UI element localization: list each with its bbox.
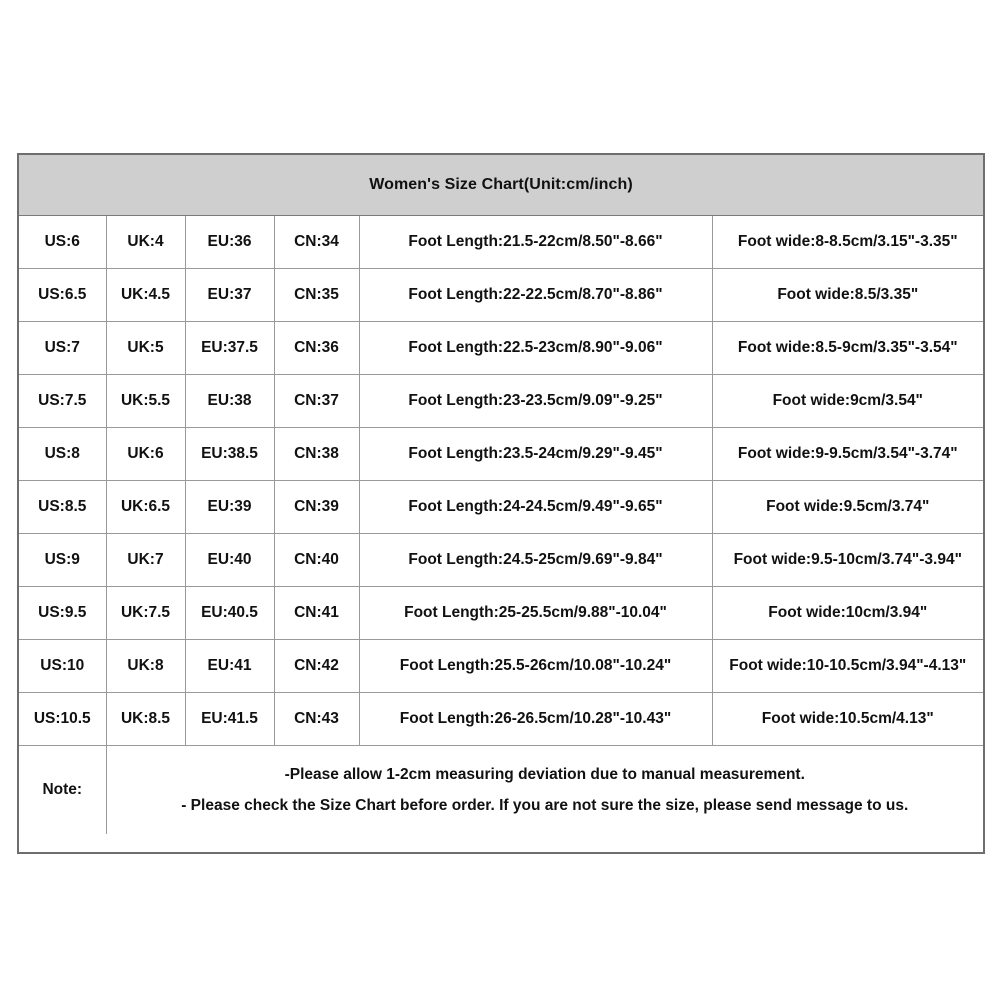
foot-width-cell: Foot wide:8.5/3.35" xyxy=(712,269,983,322)
eu-size-cell: EU:41 xyxy=(185,640,274,693)
us-size-cell: US:9 xyxy=(19,534,106,587)
us-size-cell: US:7.5 xyxy=(19,375,106,428)
foot-width-cell: Foot wide:8-8.5cm/3.15"-3.35" xyxy=(712,216,983,269)
foot-width-cell: Foot wide:9.5cm/3.74" xyxy=(712,481,983,534)
eu-size-cell: EU:38 xyxy=(185,375,274,428)
cn-size-cell: CN:37 xyxy=(274,375,359,428)
uk-size-cell: UK:6.5 xyxy=(106,481,185,534)
foot-length-cell: Foot Length:26-26.5cm/10.28"-10.43" xyxy=(359,693,712,746)
foot-length-cell: Foot Length:24.5-25cm/9.69"-9.84" xyxy=(359,534,712,587)
us-size-cell: US:6 xyxy=(19,216,106,269)
cn-size-cell: CN:38 xyxy=(274,428,359,481)
size-chart-title: Women's Size Chart(Unit:cm/inch) xyxy=(19,155,983,216)
cn-size-cell: CN:40 xyxy=(274,534,359,587)
cn-size-cell: CN:39 xyxy=(274,481,359,534)
us-size-cell: US:9.5 xyxy=(19,587,106,640)
foot-length-cell: Foot Length:24-24.5cm/9.49"-9.65" xyxy=(359,481,712,534)
eu-size-cell: EU:40.5 xyxy=(185,587,274,640)
eu-size-cell: EU:37.5 xyxy=(185,322,274,375)
table-row xyxy=(19,481,983,534)
us-size-cell: US:8.5 xyxy=(19,481,106,534)
table-row xyxy=(19,587,983,640)
uk-size-cell: UK:4.5 xyxy=(106,269,185,322)
eu-size-cell: EU:37 xyxy=(185,269,274,322)
foot-length-cell: Foot Length:21.5-22cm/8.50"-8.66" xyxy=(359,216,712,269)
foot-length-cell: Foot Length:23.5-24cm/9.29"-9.45" xyxy=(359,428,712,481)
uk-size-cell: UK:5.5 xyxy=(106,375,185,428)
size-table xyxy=(19,216,983,834)
eu-size-cell: EU:39 xyxy=(185,481,274,534)
table-row xyxy=(19,534,983,587)
uk-size-cell: UK:8.5 xyxy=(106,693,185,746)
table-row xyxy=(19,269,983,322)
uk-size-cell: UK:7 xyxy=(106,534,185,587)
foot-width-cell: Foot wide:10cm/3.94" xyxy=(712,587,983,640)
cn-size-cell: CN:41 xyxy=(274,587,359,640)
foot-width-cell: Foot wide:8.5-9cm/3.35"-3.54" xyxy=(712,322,983,375)
table-row xyxy=(19,640,983,693)
uk-size-cell: UK:4 xyxy=(106,216,185,269)
us-size-cell: US:10 xyxy=(19,640,106,693)
uk-size-cell: UK:5 xyxy=(106,322,185,375)
table-row xyxy=(19,428,983,481)
foot-width-cell: Foot wide:10.5cm/4.13" xyxy=(712,693,983,746)
cn-size-cell: CN:34 xyxy=(274,216,359,269)
cn-size-cell: CN:43 xyxy=(274,693,359,746)
note-label: Note: xyxy=(19,746,106,835)
uk-size-cell: UK:8 xyxy=(106,640,185,693)
foot-length-cell: Foot Length:25-25.5cm/9.88"-10.04" xyxy=(359,587,712,640)
table-row xyxy=(19,216,983,269)
table-row xyxy=(19,375,983,428)
us-size-cell: US:7 xyxy=(19,322,106,375)
size-chart xyxy=(17,153,985,854)
table-row xyxy=(19,322,983,375)
cn-size-cell: CN:35 xyxy=(274,269,359,322)
foot-length-cell: Foot Length:22.5-23cm/8.90"-9.06" xyxy=(359,322,712,375)
uk-size-cell: UK:6 xyxy=(106,428,185,481)
note-row xyxy=(19,746,983,835)
note-line-1: -Please allow 1-2cm measuring deviation due to manual measurement. xyxy=(284,766,805,783)
eu-size-cell: EU:36 xyxy=(185,216,274,269)
note-line-2: - Please check the Size Chart before order. If you are not sure the size, please send message to us. xyxy=(181,797,909,814)
uk-size-cell: UK:7.5 xyxy=(106,587,185,640)
foot-width-cell: Foot wide:9cm/3.54" xyxy=(712,375,983,428)
cn-size-cell: CN:42 xyxy=(274,640,359,693)
foot-length-cell: Foot Length:25.5-26cm/10.08"-10.24" xyxy=(359,640,712,693)
us-size-cell: US:6.5 xyxy=(19,269,106,322)
foot-width-cell: Foot wide:9-9.5cm/3.54"-3.74" xyxy=(712,428,983,481)
cn-size-cell: CN:36 xyxy=(274,322,359,375)
table-row xyxy=(19,693,983,746)
foot-width-cell: Foot wide:10-10.5cm/3.94"-4.13" xyxy=(712,640,983,693)
eu-size-cell: EU:38.5 xyxy=(185,428,274,481)
foot-length-cell: Foot Length:22-22.5cm/8.70"-8.86" xyxy=(359,269,712,322)
us-size-cell: US:8 xyxy=(19,428,106,481)
foot-width-cell: Foot wide:9.5-10cm/3.74"-3.94" xyxy=(712,534,983,587)
foot-length-cell: Foot Length:23-23.5cm/9.09"-9.25" xyxy=(359,375,712,428)
us-size-cell: US:10.5 xyxy=(19,693,106,746)
eu-size-cell: EU:40 xyxy=(185,534,274,587)
note-content xyxy=(106,746,983,835)
eu-size-cell: EU:41.5 xyxy=(185,693,274,746)
